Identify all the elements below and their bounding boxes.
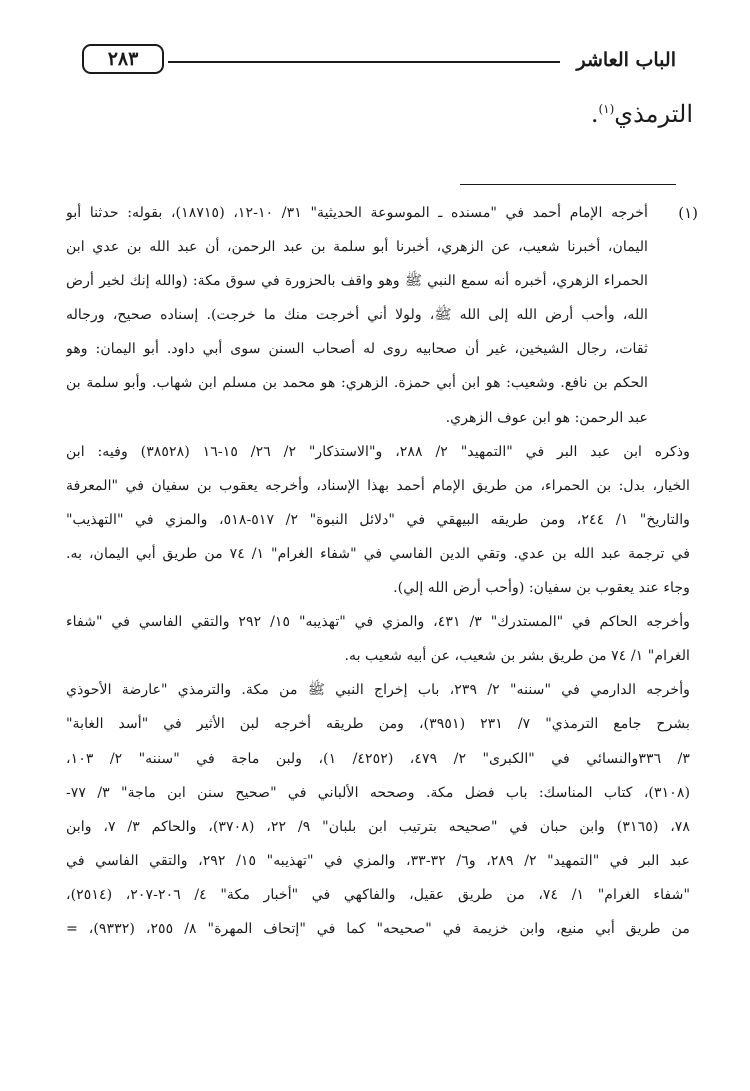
- footnotes: [66, 196, 698, 946]
- footnote-line: بشرح جامع الترمذي" ٧/ ٢٣١ (٣٩٥١)، ومن طريقه أخرجه لبن الأثير في "أسد الغابة": [66, 716, 690, 733]
- footnote-line: (٣١٠٨)، كتاب المناسك: باب فضل مكة. وصححه الألباني في "صحيح سنن ابن ماجة" ٣/ ٧٧-: [66, 784, 690, 801]
- footnote-line: الله، وأحب أرض الله إلى الله ﷺ، ولولا أني أخرجت منك ما خرجت). إسناده صحيح، ورجاله: [66, 307, 648, 324]
- footnote-lines: [66, 196, 690, 946]
- footnote-line: اليمان، أخبرنا شعيب، عن الزهري، أخبرنا أبو سلمة بن عبد الرحمن، أن عبد الله بن عدي ابن: [66, 239, 648, 256]
- footnote-separator: [460, 184, 676, 185]
- footnote-reference: (١): [598, 102, 615, 116]
- footnote-line: ٧٨، (٣١٦٥) وابن حبان في "صحيحه بترتيب ابن بلبان" ٩/ ٢٢، (٣٧٠٨)، والحاكم ٣/ ٧، وابن: [66, 818, 690, 835]
- footnote-line: "شفاء الغرام" ١/ ٧٤، من طريق عقيل، والفاكهي في "أخبار مكة" ٤/ ٢٠٦-٢٠٧، (٢٥١٤)،: [66, 886, 690, 903]
- chapter-title: الباب العاشر: [576, 49, 676, 71]
- footnote-line: ٣/ ٣٣٦والنسائي في "الكبرى" ٢/ ٤٧٩، (٤٢٥٢/ ١)، ولبن ماجة في "سننه" ٢/ ١٠٣،: [66, 750, 690, 767]
- footnote-line: الحكم بن نافع. وشعيب: هو ابن أبي حمزة. الزهري: هو محمد بن مسلم ابن شهاب. وأبو سلمة بن: [66, 375, 648, 392]
- footnote-line: أخرجه الإمام أحمد في "مسنده ـ الموسوعة الحديثية" ٣١/ ١٠-١٢، (١٨٧١٥)، بقوله: حدثنا أبو: [66, 205, 648, 221]
- main-text-body: الترمذي: [614, 100, 693, 128]
- main-text: [591, 100, 693, 128]
- footnote-line: ثقات، رجال الشيخين، غير أن صحابيه روى له أصحاب السنن سوى أبي داود. أبو اليمان: وهو: [66, 341, 648, 358]
- page-header: [82, 44, 676, 78]
- footnote-line: عبد الرحمن: هو ابن عوف الزهري.: [445, 409, 648, 426]
- footnote-line: وأخرجه الدارمي في "سننه" ٢/ ٢٣٩، باب إخراج النبي ﷺ من مكة. والترمذي "عارضة الأحوذي: [66, 682, 690, 699]
- footnote-line: وجاء عند يعقوب بن سفيان: (وأحب أرض الله إلي).: [393, 580, 690, 597]
- footnote-line: الحمراء الزهري، أخبره أنه سمع النبي ﷺ وهو واقف بالحزورة في سوق مكة: (والله إنك لخير أرض: [66, 273, 648, 290]
- page-number: ٢٨٣: [82, 44, 164, 74]
- main-text-end: .: [590, 100, 599, 128]
- footnote-line: وأخرجه الحاكم في "المستدرك" ٣/ ٤٣١، والمزي في "تهذيبه" ١٥/ ٢٩٢ والتقي الفاسي في "شفاء: [66, 614, 690, 631]
- header-rule: [168, 61, 560, 63]
- footnote-line: الغرام" ١/ ٧٤ من طريق بشر بن شعيب، عن أبيه شعيب به.: [344, 648, 690, 665]
- footnote-marker: (١): [678, 204, 698, 222]
- footnote-line: في ترجمة عبد الله بن عدي. وتقي الدين الفاسي في "شفاء الغرام" ١/ ٧٤ من طريق أبي اليمان، به.: [66, 545, 690, 562]
- footnote-line: وذكره ابن عبد البر في "التمهيد" ٢/ ٢٨٨، و"الاستذكار" ٢/ ٢٦/ ١٥-١٦ (٣٨٥٢٨) وفيه: ابن: [66, 443, 690, 460]
- footnote-line: والتاريخ" ١/ ٢٤٤، ومن طريقه البيهقي في "دلائل النبوة" ٢/ ٥١٧-٥١٨، والمزي في "التهذيب": [66, 511, 690, 528]
- footnote-line: من طريق أبي منيع، وابن خزيمة في "صحيحه" كما في "إتحاف المهرة" ٨/ ٢٥٥، (٩٣٣٢)، =: [66, 920, 690, 937]
- footnote-line: الخيار، بدل: بن الحمراء، من طريق الإمام أحمد بهذا الإسناد، وأخرجه يعقوب بن سفيان في "المعرفة: [66, 477, 690, 494]
- footnote-line: عبد البر في "التمهيد" ٢/ ٢٨٩، و٦/ ٣٢-٣٣، والمزي في "تهذيبه" ١٥/ ٢٩٢، والتقي الفاسي في: [66, 852, 690, 869]
